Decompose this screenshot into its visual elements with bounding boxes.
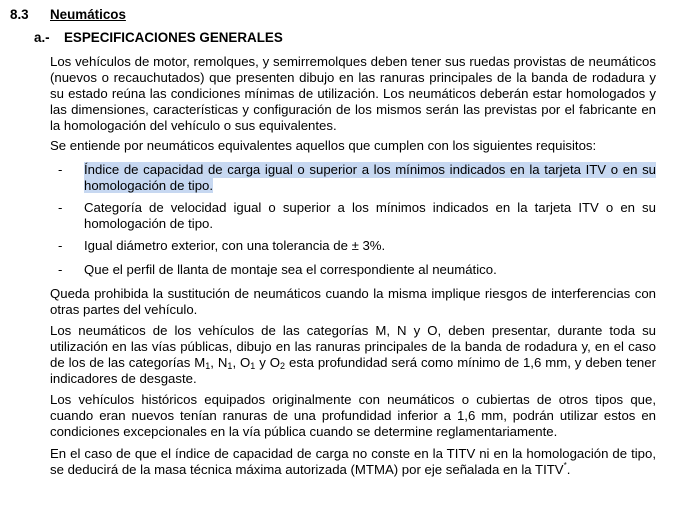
bullet-text	[84, 162, 656, 194]
subscript: 1	[250, 361, 256, 371]
subsection-header	[34, 29, 283, 46]
subsection-title: ESPECIFICACIONES GENERALES	[64, 30, 283, 45]
text-fragment: esta profundidad será como mínimo de 1,6 mm, y deben tener	[285, 355, 656, 370]
bullet-dash: -	[58, 238, 63, 253]
paragraph-line: otras partes del vehículo.	[50, 302, 198, 317]
text-fragment: .	[566, 462, 571, 477]
bullet-item-3[interactable]	[58, 238, 658, 254]
paragraph-line: su estado reúna las condiciones mínimas de utilización. Los neumáticos deberán estar homologados y	[50, 86, 656, 101]
paragraph-line: cuando eran nuevos tenían ranuras de una profundidad inferior a 1,6 mm, podrán utilizar estos en	[50, 408, 656, 423]
subscript: 1	[227, 361, 233, 371]
bullet-line: Que el perfil de llanta de montaje sea el correspondiente al neumático.	[84, 262, 497, 277]
selected-text-line-2[interactable]	[84, 178, 656, 194]
paragraph-line: indicadores de desgaste.	[50, 371, 197, 386]
paragraph-3[interactable]	[50, 286, 656, 318]
paragraph-line: Queda prohibida la sustitución de neumáticos cuando la misma implique riesgos de interferencias con	[50, 286, 656, 301]
section-title: Neumáticos	[50, 7, 126, 22]
paragraph-line: Se entiende por neumáticos equivalentes aquellos que cumplen con los siguientes requisitos:	[50, 138, 597, 153]
bullet-text	[84, 262, 656, 278]
bullet-dash: -	[58, 262, 63, 277]
bullet-item-1[interactable]	[58, 162, 658, 194]
paragraph-line: Los vehículos de motor, remolques, y semirremolques deben tener sus ruedas provistas de neumáticos	[50, 54, 656, 69]
section-header	[10, 6, 126, 23]
paragraph-line-with-footnote	[50, 462, 656, 478]
bullet-text	[84, 238, 656, 254]
bullet-line: Igual diámetro exterior, con una tolerancia de ± 3%.	[84, 238, 386, 253]
paragraph-line-with-subscripts	[50, 355, 656, 371]
footnote-marker[interactable]: *	[563, 462, 567, 470]
paragraph-line: Los vehículos históricos equipados originalmente con neumáticos o cubiertas de otros tipos que,	[50, 392, 656, 407]
bullet-dash: -	[58, 162, 63, 177]
text-fragment: , N	[210, 355, 228, 370]
bullet-item-2[interactable]	[58, 200, 658, 232]
paragraph-line: (nuevos o recauchutados) que presenten dibujo en las ranuras principales de la banda de rodadura y	[50, 70, 656, 85]
bullet-line: Categoría de velocidad igual o superior a los mínimos indicados en la tarjeta ITV o en su	[84, 200, 656, 215]
selected-text-fragment[interactable]: homologación de tipo.	[84, 178, 214, 193]
paragraph-1[interactable]	[50, 54, 656, 134]
subsection-letter: a.-	[34, 30, 50, 45]
bullet-text	[84, 200, 656, 232]
paragraph-line: condiciones excepcionales en la vía pública cuando se determine reglamentariamente.	[50, 424, 558, 439]
subscript: 1	[205, 361, 211, 371]
paragraph-2[interactable]	[50, 138, 656, 154]
text-fragment: y O	[255, 355, 281, 370]
paragraph-6[interactable]	[50, 446, 656, 478]
paragraph-line: las dimensiones, características y configuración de los mismos serán las previstas por el fabricante en	[50, 102, 656, 117]
paragraph-4[interactable]	[50, 323, 656, 387]
text-fragment: se deducirá de la masa técnica máxima autorizada (MTMA) por eje señalada en la TITV	[50, 462, 564, 477]
bullet-item-4[interactable]	[58, 262, 658, 278]
paragraph-line: Los neumáticos de los vehículos de las categorías M, N y O, deben presentar, durante toda su	[50, 323, 656, 338]
text-fragment: , O	[232, 355, 251, 370]
subscript: 2	[280, 361, 286, 371]
selected-text-line[interactable]: Índice de capacidad de carga igual o superior a los mínimos indicados en la tarjeta ITV o en su	[84, 162, 656, 177]
paragraph-line: la homologación del vehículo o sus equivalentes.	[50, 118, 337, 133]
bullet-line: homologación de tipo.	[84, 216, 214, 231]
text-fragment: de los de las categorías M	[50, 355, 206, 370]
paragraph-line: utilización en las vías públicas, dibujo en las ranuras principales de la banda de rodadura y, en el caso	[50, 339, 656, 354]
section-number: 8.3	[10, 7, 29, 22]
paragraph-line: En el caso de que el índice de capacidad de carga no conste en la TITV ni en la homologación de tipo,	[50, 446, 656, 461]
bullet-dash: -	[58, 200, 63, 215]
paragraph-5[interactable]	[50, 392, 656, 440]
